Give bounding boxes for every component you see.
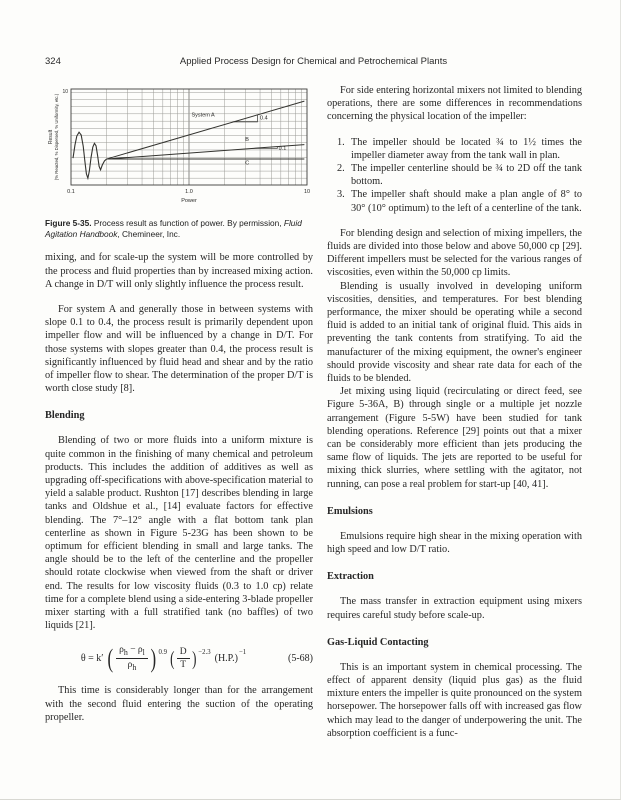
figure-caption-source: Fluid Agitation Handbook: [45, 218, 302, 239]
svg-text:B: B: [245, 136, 249, 143]
svg-text:0.4: 0.4: [260, 115, 268, 122]
svg-text:0.1: 0.1: [278, 145, 287, 152]
equation-lhs: θ = k′: [80, 653, 104, 665]
horsepower-term: (H.P.): [214, 653, 238, 665]
paragraph-jet-mixing: Jet mixing using liquid (recirculating or direct feed, see Figure 5-36A, B) through single or a multiple jet nozzle arrangement (Figure 5-5W) have been studied for tank blending operations. Reference [29] points out that a mixer can be considerably more efficient than jets producing the same flow of liquids. The jets are reported to be useful for mixing thick slurries, where settling with the agitator, not running, can pose a real problem for start-up [40, 41].: [327, 386, 582, 490]
svg-text:10: 10: [62, 89, 68, 95]
figure-5-35: [45, 84, 313, 239]
paragraph-emulsions: Emulsions require high shear in the mixing operation with high speed and low D/T ratio.: [327, 530, 582, 556]
svg-text:Power: Power: [181, 198, 197, 204]
figure-caption-body: Process result as function of power. By permission,: [91, 218, 284, 229]
equation-number: (5-68): [288, 653, 313, 665]
paragraph-system-a: For system A and generally those in between systems with slope 0.1 to 0.4, the process result is primarily dependent upon impeller flow and will be influenced by a change in D/T. For those systems with slopes greater than 0.4, the process result is significantly influenced by fluid head and shear and by the ratio of impeller flow to shear. The determination of the proper D/T is worth close study [8].: [45, 304, 313, 395]
impeller-recommendation-3: 3. The impeller shaft should make a plan angle of 8° to 30° (10° optimum) to the left of a centerline of the tank.: [337, 189, 582, 214]
heading-emulsions: Emulsions: [327, 505, 373, 517]
paragraph-scaleup: mixing, and for scale-up the system will be more controlled by the process and fluid properties than by increased mixing action. A change in D/T will only slightly influence the process result.: [45, 252, 313, 290]
paragraph-gas-liquid: This is an important system in chemical processing. The effect of apparent density (liquid plus gas) as the fluid mixture enters the impeller is quite pronounced on the system horsepower. The horsepower falls off with increased gas flow which may lead to the danger of underpowering the unit. The absorption coefficient is a func-: [327, 661, 582, 739]
svg-text:C: C: [245, 160, 250, 167]
page-header: [45, 56, 582, 70]
svg-text:System A: System A: [191, 112, 215, 119]
heading-gas-liquid-contacting: Gas-Liquid Contacting: [327, 636, 429, 648]
right-column: [327, 84, 582, 740]
page-number: 324: [45, 56, 61, 67]
figure-caption-lead: Figure 5-35.: [45, 218, 92, 229]
paragraph-extraction: The mass transfer in extraction equipment using mixers requires careful study before scale-up.: [327, 596, 582, 621]
figure-caption: [45, 218, 313, 239]
svg-text:0.1: 0.1: [67, 189, 75, 195]
impeller-location-list: [327, 136, 582, 215]
impeller-recommendation-1: 1. The impeller should be located ¾ to 1½ times the impeller diameter away from the tank wall in plan.: [337, 136, 582, 161]
dt-fraction: $\frac{D}{T}$: [177, 647, 190, 672]
paragraph-blending-design: For blending design and selection of mixing impellers, the fluids are divided into those below and above 50,000 cp [29]. Different impellers must be selected for the various ranges of viscosities, even within the 50,000 cp limits.: [327, 227, 582, 279]
paragraph-side-entering: For side entering horizontal mixers not limited to blending operations, there are some differences in recommendations concerning the physical location of the impeller:: [327, 85, 582, 123]
heading-blending: Blending: [45, 410, 85, 422]
paragraph-blend-time: This time is considerably longer than for the arrangement with the second fluid entering the suction of the operating propeller.: [45, 685, 313, 723]
svg-text:10: 10: [303, 189, 311, 195]
exponent-2: −2.3: [198, 649, 211, 657]
density-fraction: $\frac{\rho_h - \rho_l}{\rho_h}$: [116, 645, 148, 672]
paragraph-uniform-viscosities: Blending is usually involved in developing uniform viscosities, densities, and temperatures. For best blending performance, the mixer should be operating while a second fluid is added to an initial tank of original fluid. This aids in preventing the tank contents from stratifying. To aid the manufacturer of the mixing equipment, the owner's engineer should provide viscosity and shear rate data for each of the fluids to be blended.: [327, 280, 582, 385]
two-column-layout: [45, 84, 582, 740]
exponent-3: −1: [238, 649, 247, 657]
equation-5-68: [45, 645, 313, 672]
svg-text:1.0: 1.0: [185, 189, 193, 195]
equation-body: θ = k′ ( $\frac{\rho_h - \rho_l}{\rho_h}$ ) 0.9 ( $\frac{D}{T}$ ) −2.3 (H.P.) −1: [80, 643, 247, 673]
left-column: [45, 84, 313, 740]
process-result-chart: [45, 84, 313, 210]
exponent-1: 0.9: [158, 649, 168, 657]
svg-text:Result: Result: [48, 129, 54, 145]
paragraph-blending: Blending of two or more fluids into a uniform mixture is quite common in the finishing of many chemical and petroleum products. This includes the addition of additives as well as upgrading off-specifications with above-specification material to yield a salable product. Rushton [17] describes blending in large tanks and Oldshue et al., [14] evaluate factors for effective blending. The 7°–12° angle with a flat bottom tank plan centerline as shown in Figure 5-23G has been shown to be optimum for efficient blending in small and large tanks. The angle should be to the left of the centerline and the propeller should rotate clockwise when viewed from the shaft or driver end. The results for low viscosity fluids (0.3 to 1.0 cp) relate time for a complete blend using a side-entering 3-blade propeller mixer starting with a full stratified tank (no baffles) of two liquids [21].: [45, 435, 313, 632]
svg-text:(% Reacted, % Dispersed, % Uni: (% Reacted, % Dispersed, % Uniformity, etc.): [54, 93, 59, 181]
running-title: Applied Process Design for Chemical and Petrochemical Plants: [179, 56, 448, 67]
impeller-recommendation-2: 2. The impeller centerline should be ¾ to 2D off the tank bottom.: [337, 163, 582, 188]
figure-caption-tail: , Chemineer, Inc.: [117, 228, 181, 239]
heading-extraction: Extraction: [327, 571, 374, 583]
